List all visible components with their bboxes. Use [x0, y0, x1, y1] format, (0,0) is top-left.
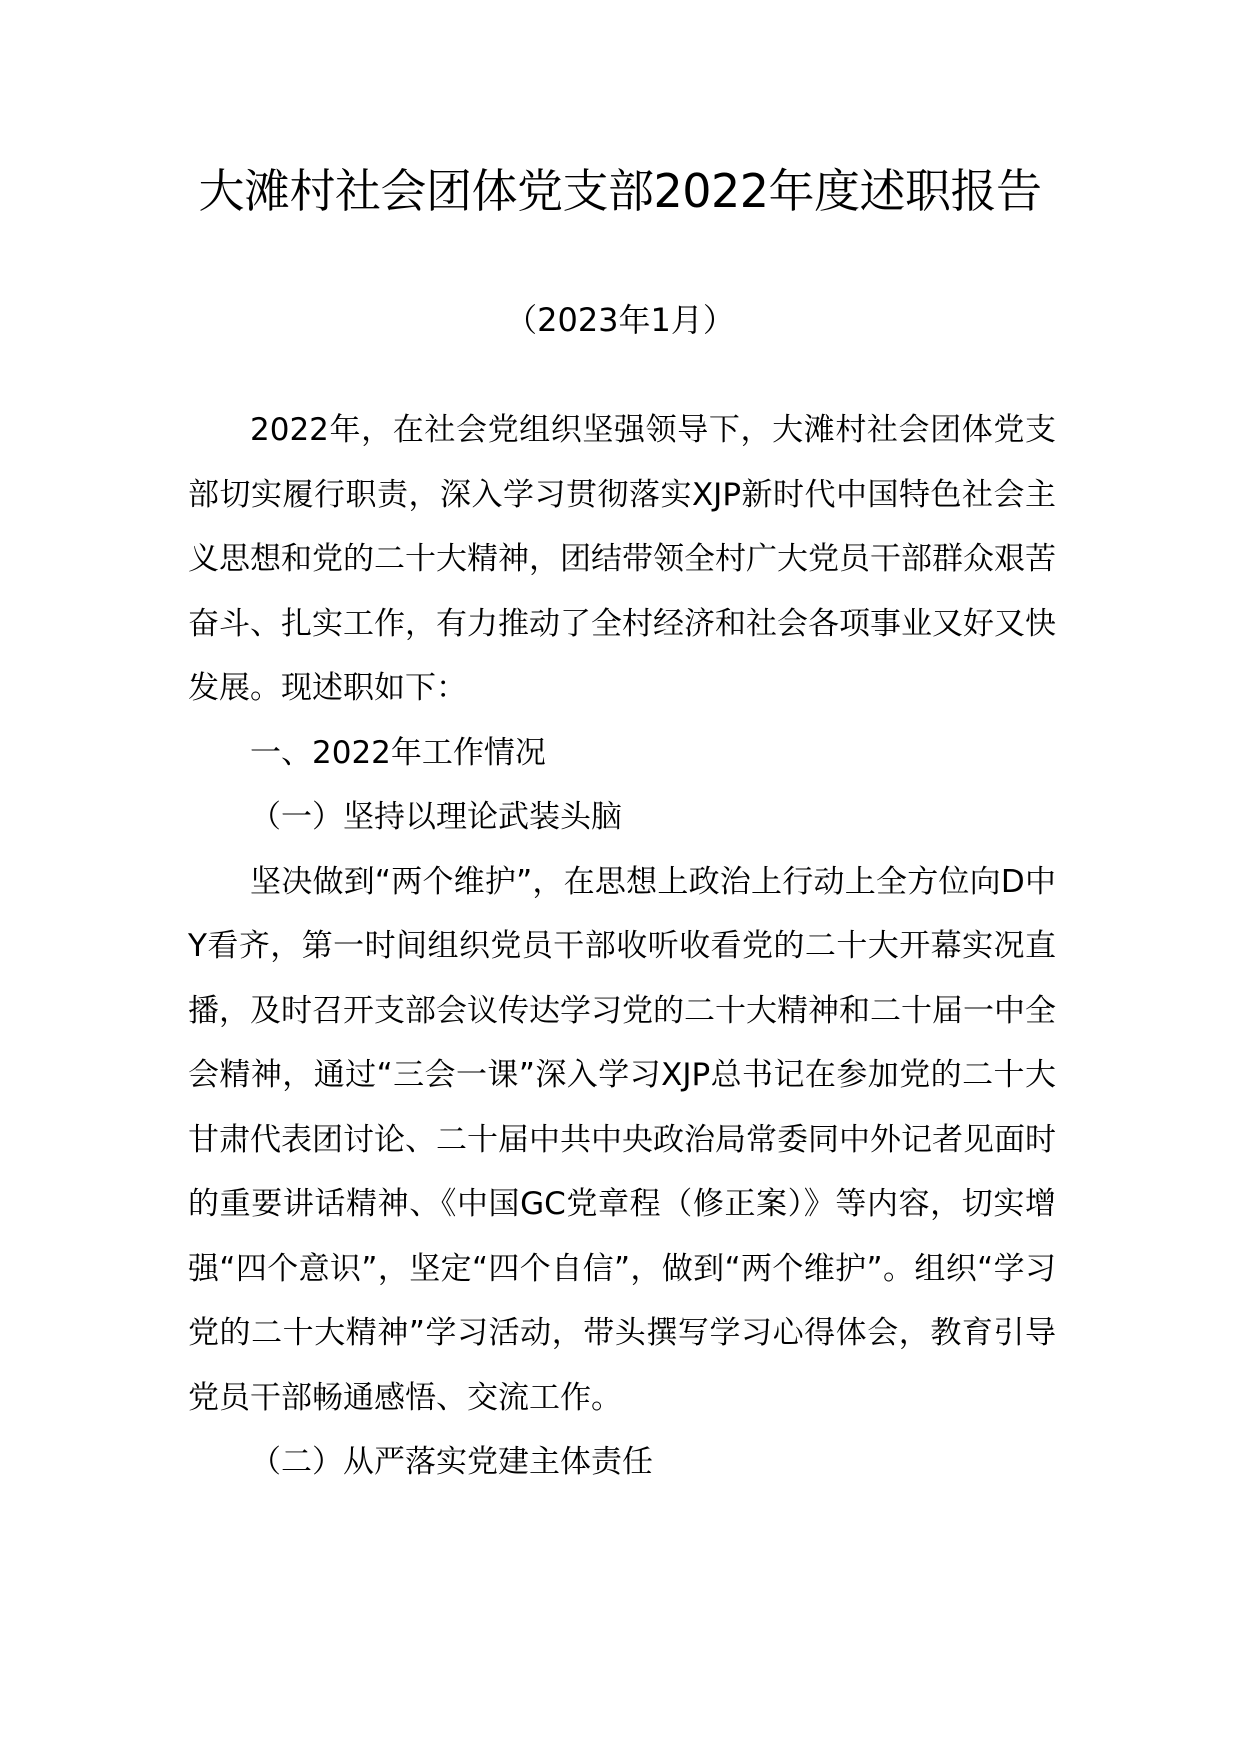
subsection-heading-1: （一）坚持以理论武装头脑	[250, 799, 622, 835]
intro-paragraph: 2022年，在社会党组织坚强领导下，大滩村社会团体党支部切实履行职责，深入学习贯彻落实XJP新时代中国特色社会主义思想和党的二十大精神，团结带领全村广大党员干部群众艰苦奋斗、扎实工作，有力推动了全村经济和社会各项事业又好又快发展。现述职如下：	[188, 412, 1056, 706]
body-paragraph: 坚决做到“两个维护”，在思想上政治上行动上全方位向D中Y看齐，第一时间组织党员干部收听收看党的二十大开幕实况直播，及时召开支部会议传达学习党的二十大精神和二十届一中全会精神，通过“三会一课”深入学习XJP总书记在参加党的二十大甘肃代表团讨论、二十届中共中央政治局常委同中外记者见面时的重要讲话精神、《中国GC党章程（修正案）》等内容，切实增强“四个意识”，坚定“四个自信”，做到“两个维护”。组织“学习党的二十大精神”学习活动，带头撰写学习心得体会，教育引导党员干部畅通感悟、交流工作。	[188, 863, 1056, 1416]
subsection-heading-2: （二）从严落实党建主体责任	[250, 1444, 653, 1480]
document-body	[188, 398, 1056, 1495]
document-date: （2023年1月）	[505, 301, 735, 339]
document-title: 大滩村社会团体党支部2022年度述职报告	[198, 164, 1042, 218]
section-heading: 一、2022年工作情况	[250, 734, 546, 771]
